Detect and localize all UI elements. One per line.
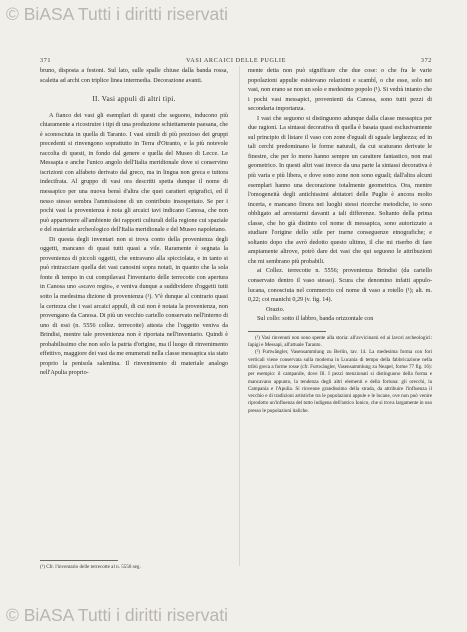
page-number-right: 372: [420, 57, 432, 64]
item-heading: Orazio.: [266, 306, 285, 313]
right-footnotes: [248, 335, 432, 415]
body-paragraph: A fianco dei vasi gli esemplari di questi che seguono, inducono più chiaramente a ricostruire i tipi di una produzione schiettamente paesana, che è sconosciuta in quella di Taranto. I vasi simili di più prezioso dei gruppi precedenti si rinvengono soprattutto in Terra d'Otranto, e la più notevole raccolta di questi, in fondo dal genere e quella del Museo di Lecce. Le Messapia e anche l'unico angolo dell'Italia meridionale dove si conservino iscrizioni con alfabeto derivato dal greco, ma in lingua non greca e tuttora indecifrata. Al gruppo di vasi ora descritti spetta dunque il nome di messapico per una nuova bensì d'altra che quei caratteri epigrafici, ed il nesso stesso sembra l'ammissione di un contributo insospettato. Se per i pochi vasi la provenienza è nota gli arcaici tavi indicano Canosa, che non può appartenere all'ambiente dei rapporti culturali della regione cui spaziale e del materiale archeologico dell'Italia meridionale e del Museo napoletano.: [40, 112, 228, 234]
column-gutter: [239, 66, 240, 566]
footnote: (¹) Cfr. l'inventario delle terrecotte al n. 5558 seg.: [40, 564, 141, 570]
page-number-left: 371: [40, 57, 52, 64]
body-paragraph: Sul collo: sotto il labbro, banda orizzontale con: [257, 316, 374, 323]
left-footnotes: [40, 560, 228, 570]
section-title: II. Vasi appuli di altri tipi.: [92, 95, 176, 104]
right-column: [248, 67, 432, 415]
body-paragraph: ai Collez. terrecotte n. 5556; provenienza Brindisi (da cartello conservato dentro il vaso stesso). Scura che denomino infatti appulo-lucana, conosciuta nel commercio col nome di vaso a rotello (¹); alt. m. 0,22; coi manichi 0,29 (v. fig. 14).: [248, 268, 432, 304]
intro-paragraph: bruno, disposta a festoni. Sul lato, sulle spalle chiuse dalla banda rossa, scaletta ad archi con triplice linea intermedia. Decorazione avanti.: [40, 68, 228, 84]
body-paragraph: I vasi che seguono si distinguono adunque dalla classe messapica per due ragioni. La sintassi decorativa di quella è basata quasi esclusivamente sul principio di listare il vaso con zone d'eguali di sguale larghezza; ed in tali cerchi predominano le forme naturali, da cui scaturano derivate le finestre, che per lo meno hanno sempre un carattere fantastico, non mai geometrico. In questi altri vasi invece da una parte la sintassi decorativa è più varia e più libera, e dove sono zone non sono eguali; dall'altra alcuni esemplari hanno una decorazione totalmente geometrica. Ora, mentre l'omogeneità degli antichissimi abitatori delle Puglie è ancora molto incerta, e mancano finora nei luoghi stessi ricerche metodiche, io sono obbligato ad arrestarmi davanti a tali differenze. Soltanto della prima classe, che ho già distinto col nome di messapica, sono autorizzato a studiare l'origine dello stile per trarne conseguenze etnografiche; e soltanto dopo che avrò dedotto questo ultimo, il che mi riserbo di fare ampiamente altrove, potrò dare dei vasi che qui seguono le attribuzioni che mi sembrano più probabili.: [248, 115, 432, 265]
watermark-top: © BiASA Tutti i diritti riservati: [6, 4, 228, 24]
left-column: [40, 67, 228, 379]
body-paragraph: mente detta non può significare che due cose: o che fra le varie popolazioni appulie esistevano relazioni e scambî, o che esse, solo nei vasi, non erano se non un solo e medesimo popolo (¹). Si vedrà intanto che i pochi vasi messapici, provenienti da Canosa, sono tutti pezzi di secondaria importanza.: [248, 68, 432, 113]
watermark-bottom: © BiASA Tutti i diritti riservati: [6, 605, 228, 625]
footnote: (¹) Vasi rinvenuti non sono spente alla storia: all'avvicinarsi ed ai lavori archeologici: Iapigi e Messapi, all'attuale Taranto.: [248, 334, 432, 349]
footnote-rule: [40, 560, 118, 561]
footnote-rule: [248, 331, 326, 332]
body-paragraph: Di questa degli inventari non si trova conto della provenienza degli oggetti, mancano di quasi tutti quasi a vile. Raramente è segnata la provenienza di piccoli oggetti, che entravano alla spicciolata, e in tanto si può rintracciare quella dei vasi canosini sopra notati, in quanto che la sola fonte di tempo in cui compilavasi l'inventario delle terrecotte con apertura in Canosa uno «scavo regio», e veniva dunque a suddividere d'oggetti tutti sotto la medesima dizione di provenienza (¹). V'è dunque al contrario quasi la certezza che i vasi arcaici appuli, di cui non è notata la provenienza, non provengano da Canosa. Di più un vecchio cartello conservato nell'interno di uno di essi (n. 5556 collez. terrecotte) attesta che l'oggetto veniva da Brindisi, mentre tale provenienza non è riportata nell'inventario. Quindi è probabilissimo che non solo la patria d'origine, ma il luogo di rinvenimento effettivo, maggiore dei vasi da me enumerati nella classe messapica sia stato proprio la penisola salentina. Il rinvenimento di materiale analogo nell'Apulia proprio-: [40, 236, 228, 377]
footnote: (²) Furtwängler, Vasensammlung zu Berlin, tav. 14. La medesima forma con fori verticali viene conservata sulla moderna in Lucania di tempo della fabbricazione nella tribù greca a forme rosse (cfr. Furtwängler, Vasensammlung zu Neapel, forme 77 fig. 16): per esempio: il campanile, dove Ill. I pezzi menzionati si distinguono della forma e mancavano appunto, la tendenza degli altri elementi e della fortuna: gli orecchi, la Campania e l'Apulia. Si rinvenne grandissimo della strada, da attribuire l'influenza il vecchio e di tradizioni artistiche tra le popolazioni appule e le lucane, ove non può venire riprodotto un'influenza del tutto indigena dell'antico Ionico, che si trova largamente in uso presso le popolazioni italiche.: [248, 349, 432, 414]
running-title: VASI ARCAICI DELLE PUGLIE: [186, 57, 286, 64]
